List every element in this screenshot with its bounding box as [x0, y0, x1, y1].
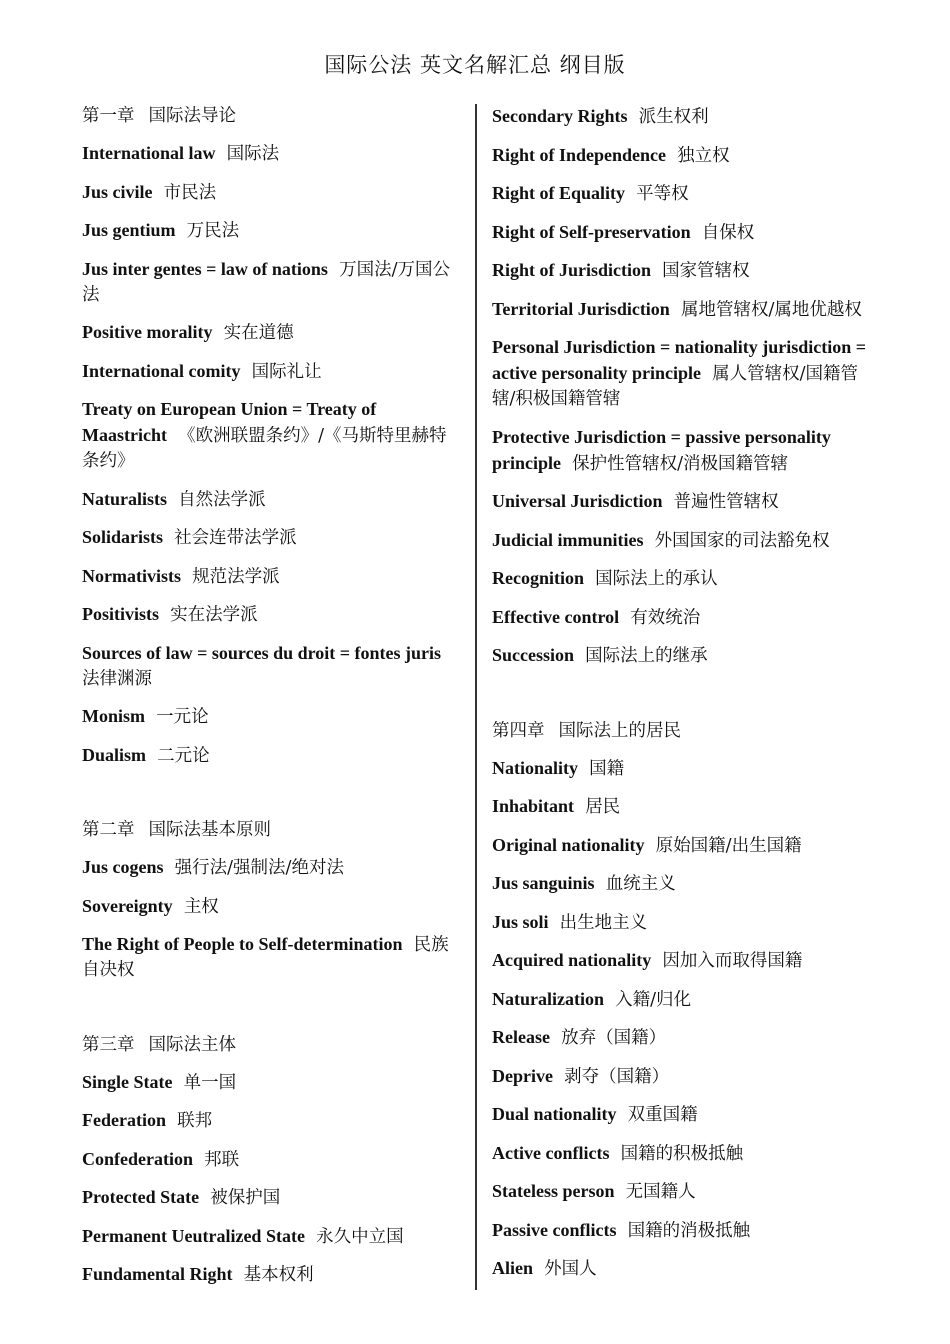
glossary-entry [82, 487, 460, 513]
glossary-entry [82, 704, 460, 730]
glossary-entry [492, 948, 867, 974]
chinese-translation: 永久中立国 [316, 1226, 404, 1247]
chapter-number: 第四章 [492, 720, 545, 741]
chinese-translation: 入籍/归化 [615, 989, 692, 1010]
chinese-translation: 国际礼让 [251, 361, 322, 382]
english-term: Single State [82, 1071, 173, 1092]
english-term: Succession [492, 645, 575, 665]
glossary-entry [82, 1262, 460, 1288]
chinese-translation: 双重国籍 [627, 1105, 698, 1125]
chinese-translation: 无国籍人 [625, 1182, 696, 1202]
chinese-translation: 市民法 [163, 182, 217, 203]
chinese-translation: 有效统治 [630, 607, 701, 628]
english-term: Normativists [82, 565, 181, 586]
english-term: Secondary Rights [492, 106, 628, 126]
chinese-translation: 外国人 [544, 1259, 597, 1279]
right-column [492, 104, 867, 1295]
english-term: Right of Equality [492, 183, 626, 203]
page-title: 国际公法 英文名解汇总 纲目版 [324, 53, 626, 77]
chinese-translation: 平等权 [636, 184, 689, 204]
english-term: Sovereignty [82, 895, 173, 916]
glossary-entry [82, 932, 460, 983]
chapter-heading [82, 104, 460, 129]
english-term: Jus inter gentes = law of nations [82, 258, 328, 279]
chinese-translation: 一元论 [156, 707, 209, 727]
glossary-entry [82, 525, 460, 551]
chinese-translation: 二元论 [157, 745, 210, 766]
english-term: Right of Independence [492, 144, 667, 165]
english-term: Recognition [492, 568, 584, 588]
english-term: Sources of law = sources du droit = fontes juris [82, 642, 442, 663]
glossary-entry [82, 397, 460, 474]
english-term: Deprive [492, 1065, 553, 1086]
chinese-translation: 实在道德 [223, 323, 294, 343]
column-divider [475, 104, 477, 1290]
glossary-entry [492, 987, 867, 1013]
chapter-heading [82, 1033, 460, 1058]
chinese-translation: 保护性管辖权/消极国籍管辖 [572, 453, 789, 474]
chinese-translation: 原始国籍/出生国籍 [655, 835, 802, 856]
glossary-entry [82, 1070, 460, 1096]
english-term: Jus cogens [82, 857, 164, 877]
english-term: Stateless person [492, 1181, 615, 1201]
glossary-entry [492, 871, 867, 897]
glossary-entry [492, 425, 867, 477]
glossary-entry [492, 181, 867, 207]
chinese-translation: 联邦 [177, 1111, 213, 1131]
glossary-entry [82, 894, 460, 920]
chinese-translation: 邦联 [204, 1149, 240, 1170]
glossary-entry [492, 258, 867, 284]
english-term: Right of Jurisdiction [492, 260, 652, 280]
chinese-translation: 主权 [183, 896, 219, 917]
chinese-translation: 国籍 [589, 758, 625, 779]
glossary-entry [492, 1025, 867, 1051]
glossary-entry [82, 602, 460, 628]
chapter-number: 第一章 [82, 106, 135, 126]
chinese-translation: 被保护国 [210, 1188, 281, 1208]
chinese-translation: 国家管辖权 [662, 261, 750, 281]
glossary-entry [492, 1141, 867, 1167]
glossary-entry [492, 643, 867, 669]
chinese-translation: 国际法 [226, 144, 280, 164]
chapter-title: 国际法主体 [148, 1034, 236, 1055]
glossary-entry [492, 104, 867, 130]
english-term: Original nationality [492, 834, 645, 855]
english-term: Personal Jurisdiction = nationality jurisdiction = active personality principle [492, 337, 867, 383]
english-term: Effective control [492, 606, 620, 627]
english-term: The Right of People to Self-determination [82, 934, 403, 954]
english-term: Judicial immunities [492, 529, 644, 550]
glossary-entry [82, 218, 460, 244]
glossary-entry [492, 910, 867, 936]
chinese-translation: 社会连带法学派 [174, 528, 297, 548]
section-spacer [82, 781, 460, 818]
english-term: Jus sanguinis [492, 873, 595, 893]
glossary-entry [492, 528, 867, 554]
chapter-heading [492, 719, 867, 744]
chinese-translation: 国际法上的承认 [595, 569, 718, 589]
chinese-translation: 实在法学派 [170, 605, 258, 625]
english-term: Dualism [82, 744, 147, 765]
chapter-number: 第二章 [82, 820, 135, 840]
glossary-entry [492, 756, 867, 782]
chapter-number: 第三章 [82, 1034, 135, 1055]
glossary-entry [492, 143, 867, 169]
english-term: Territorial Jurisdiction [492, 298, 670, 319]
glossary-entry [82, 1185, 460, 1211]
english-term: Passive conflicts [492, 1219, 617, 1240]
section-spacer [492, 682, 867, 719]
english-term: Alien [492, 1258, 534, 1278]
chinese-translation: 因加入而取得国籍 [662, 951, 803, 971]
glossary-entry [82, 641, 460, 692]
glossary-entry [82, 1108, 460, 1134]
chinese-translation: 单一国 [183, 1072, 237, 1093]
english-term: Confederation [82, 1148, 193, 1169]
english-term: Positivists [82, 604, 160, 624]
english-term: International comity [82, 360, 241, 381]
glossary-entry [492, 220, 867, 246]
chinese-translation: 法律渊源 [82, 668, 152, 689]
english-term: Active conflicts [492, 1142, 610, 1163]
english-term: Permanent Ueutralized State [82, 1225, 305, 1246]
chinese-translation: 强行法/强制法/绝对法 [174, 858, 344, 878]
glossary-entry [492, 297, 867, 323]
english-term: International law [82, 143, 216, 163]
chinese-translation: 万民法 [186, 221, 240, 241]
chinese-translation: 自然法学派 [178, 489, 266, 510]
chinese-translation: 国籍的积极抵触 [620, 1143, 744, 1164]
english-term: Protective Jurisdiction = passive personality principle [492, 426, 831, 473]
chinese-translation: 《欧洲联盟条约》/《马斯特里赫特条约》 [82, 426, 447, 471]
english-term: Federation [82, 1110, 166, 1130]
section-spacer [82, 996, 460, 1033]
chinese-translation: 民族自决权 [82, 935, 449, 980]
glossary-entry [492, 1218, 867, 1244]
english-term: Right of Self-preservation [492, 221, 691, 242]
left-column [82, 104, 460, 1301]
chinese-translation: 国际法上的继承 [585, 646, 708, 666]
chinese-translation: 居民 [585, 797, 621, 817]
chapter-title: 国际法基本原则 [148, 820, 271, 840]
english-term: Jus gentium [82, 220, 176, 240]
glossary-entry [82, 320, 460, 346]
glossary-entry [492, 794, 867, 820]
chinese-translation: 出生地主义 [559, 912, 648, 933]
chapter-title: 国际法上的居民 [558, 720, 681, 741]
english-term: Naturalization [492, 988, 604, 1009]
glossary-entry [492, 1179, 867, 1205]
chinese-translation: 血统主义 [605, 874, 676, 894]
glossary-entry [492, 1064, 867, 1090]
chinese-translation: 基本权利 [243, 1265, 314, 1285]
chapter-heading [82, 818, 460, 843]
english-term: Naturalists [82, 488, 167, 509]
glossary-entry [492, 833, 867, 859]
english-term: Acquired nationality [492, 950, 652, 970]
english-term: Nationality [492, 757, 579, 778]
glossary-entry [492, 335, 867, 412]
glossary-entry [82, 180, 460, 206]
english-term: Inhabitant [492, 796, 575, 816]
glossary-entry [82, 1147, 460, 1173]
english-term: Dual nationality [492, 1104, 617, 1124]
chinese-translation: 独立权 [677, 145, 730, 166]
chinese-translation: 外国国家的司法豁免权 [654, 530, 830, 551]
english-term: Fundamental Right [82, 1264, 233, 1284]
chinese-translation: 放弃（国籍） [561, 1028, 667, 1048]
glossary-entry [492, 1256, 867, 1282]
english-term: Jus civile [82, 181, 153, 202]
chinese-translation: 派生权利 [638, 107, 709, 127]
glossary-entry [82, 1224, 460, 1250]
english-term: Release [492, 1027, 550, 1047]
english-term: Monism [82, 706, 145, 726]
english-term: Jus soli [492, 911, 549, 932]
glossary-entry [82, 564, 460, 590]
chinese-translation: 属地管辖权/属地优越权 [680, 299, 862, 320]
chinese-translation: 规范法学派 [192, 566, 280, 587]
chinese-translation: 国籍的消极抵触 [627, 1220, 751, 1241]
english-term: Protected State [82, 1187, 200, 1207]
glossary-entry [82, 359, 460, 385]
english-term: Positive morality [82, 322, 213, 342]
chapter-title: 国际法导论 [148, 106, 236, 126]
english-term: Treaty on European Union = Treaty of Maastricht [82, 399, 377, 445]
glossary-entry [82, 855, 460, 881]
glossary-entry [82, 141, 460, 167]
glossary-entry [492, 605, 867, 631]
chinese-translation: 自保权 [701, 222, 755, 243]
glossary-entry [492, 489, 867, 515]
glossary-entry [82, 743, 460, 769]
chinese-translation: 剥夺（国籍） [564, 1066, 670, 1087]
glossary-entry [82, 257, 460, 308]
chinese-translation: 属人管辖权/国籍管辖/积极国籍管辖 [492, 364, 859, 409]
chinese-translation: 万国法/万国公法 [82, 259, 450, 305]
glossary-entry [492, 566, 867, 592]
chinese-translation: 普遍性管辖权 [673, 492, 779, 512]
english-term: Solidarists [82, 527, 164, 547]
english-term: Universal Jurisdiction [492, 491, 663, 511]
glossary-entry [492, 1102, 867, 1128]
